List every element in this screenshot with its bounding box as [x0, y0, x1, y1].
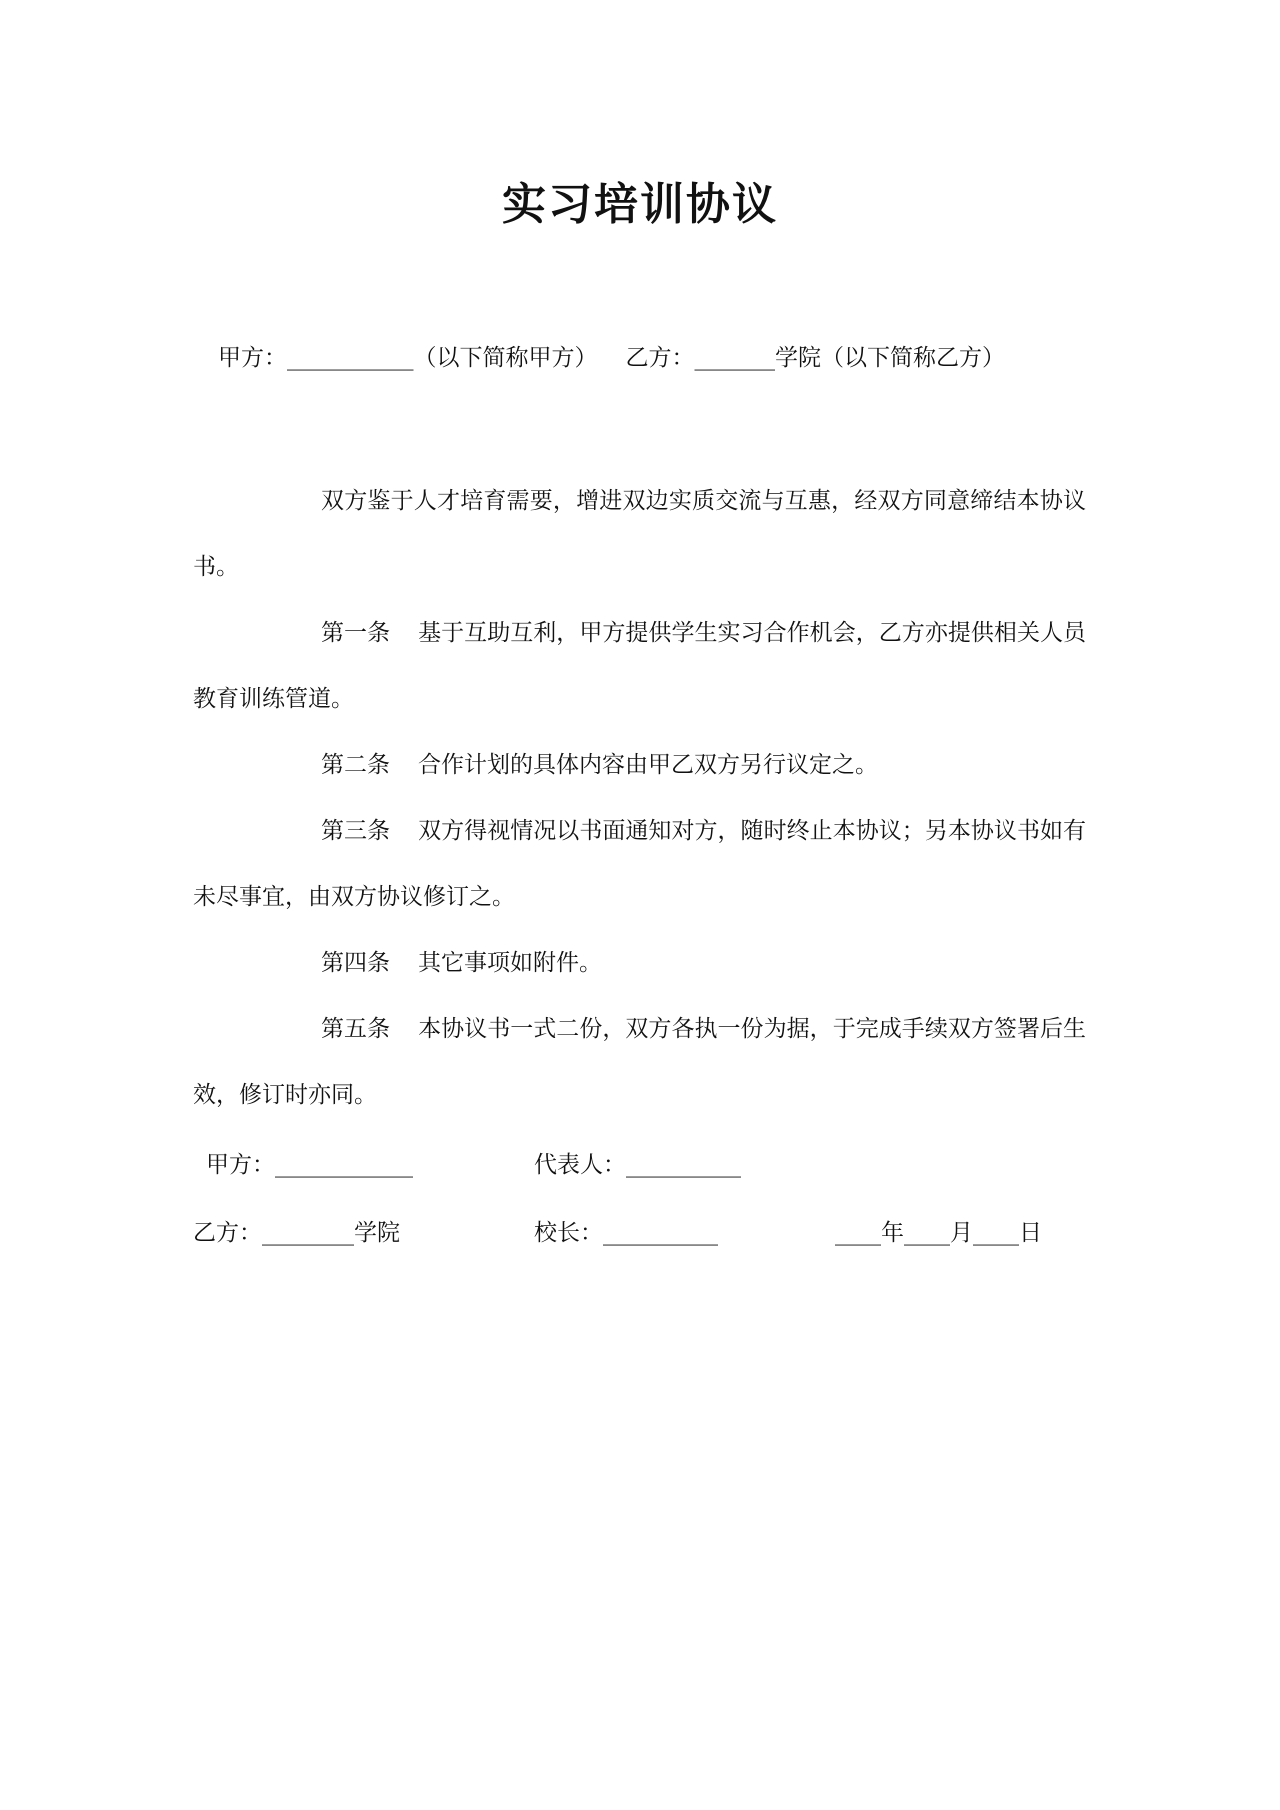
agreement-body: [193, 468, 1086, 1128]
article-3-label: 第三条: [321, 818, 391, 844]
parties-line: [218, 338, 1098, 378]
article-2-text: 合作计划的具体内容由甲乙双方另行议定之。: [418, 752, 878, 778]
signature-row-party-b: [0, 1213, 1280, 1253]
article-2: [193, 732, 1086, 798]
article-1-text: 基于互助互利，甲方提供学生实习合作机会，乙方亦提供相关人员教育训练管道。: [193, 620, 1087, 712]
party-a-declaration: 甲方：___________（以下简称甲方）: [218, 345, 598, 371]
article-1: [193, 600, 1086, 732]
article-5: [193, 996, 1086, 1128]
article-4-text: 其它事项如附件。: [418, 950, 602, 976]
preamble-paragraph: 双方鉴于人才培育需要，增进双边实质交流与互惠，经双方同意缔结本协议书。: [193, 488, 1086, 580]
article-4-label: 第四条: [321, 950, 390, 976]
article-5-label: 第五条: [321, 1016, 391, 1042]
article-1-label: 第一条: [321, 620, 391, 646]
party-b-signature-field: 乙方：________学院: [193, 1220, 400, 1246]
article-4: [193, 930, 1086, 996]
article-3-text: 双方得视情况以书面通知对方，随时终止本协议；另本协议书如有未尽事宜，由双方协议修订之。: [193, 818, 1087, 910]
party-a-signature-field: 甲方：____________: [206, 1152, 413, 1178]
article-2-label: 第二条: [321, 752, 390, 778]
signing-date-field: ____年____月____日: [835, 1220, 1042, 1246]
representative-signature-field: 代表人：__________: [534, 1152, 741, 1178]
principal-signature-field: 校长：__________: [534, 1220, 718, 1246]
signature-row-party-a: [0, 1145, 1280, 1185]
document-title: 实习培训协议: [502, 179, 778, 230]
party-b-declaration: 乙方：_______学院（以下简称乙方）: [625, 345, 1005, 371]
article-5-text: 本协议书一式二份，双方各执一份为据，于完成手续双方签署后生效，修订时亦同。: [193, 1016, 1087, 1108]
article-3: [193, 798, 1086, 930]
